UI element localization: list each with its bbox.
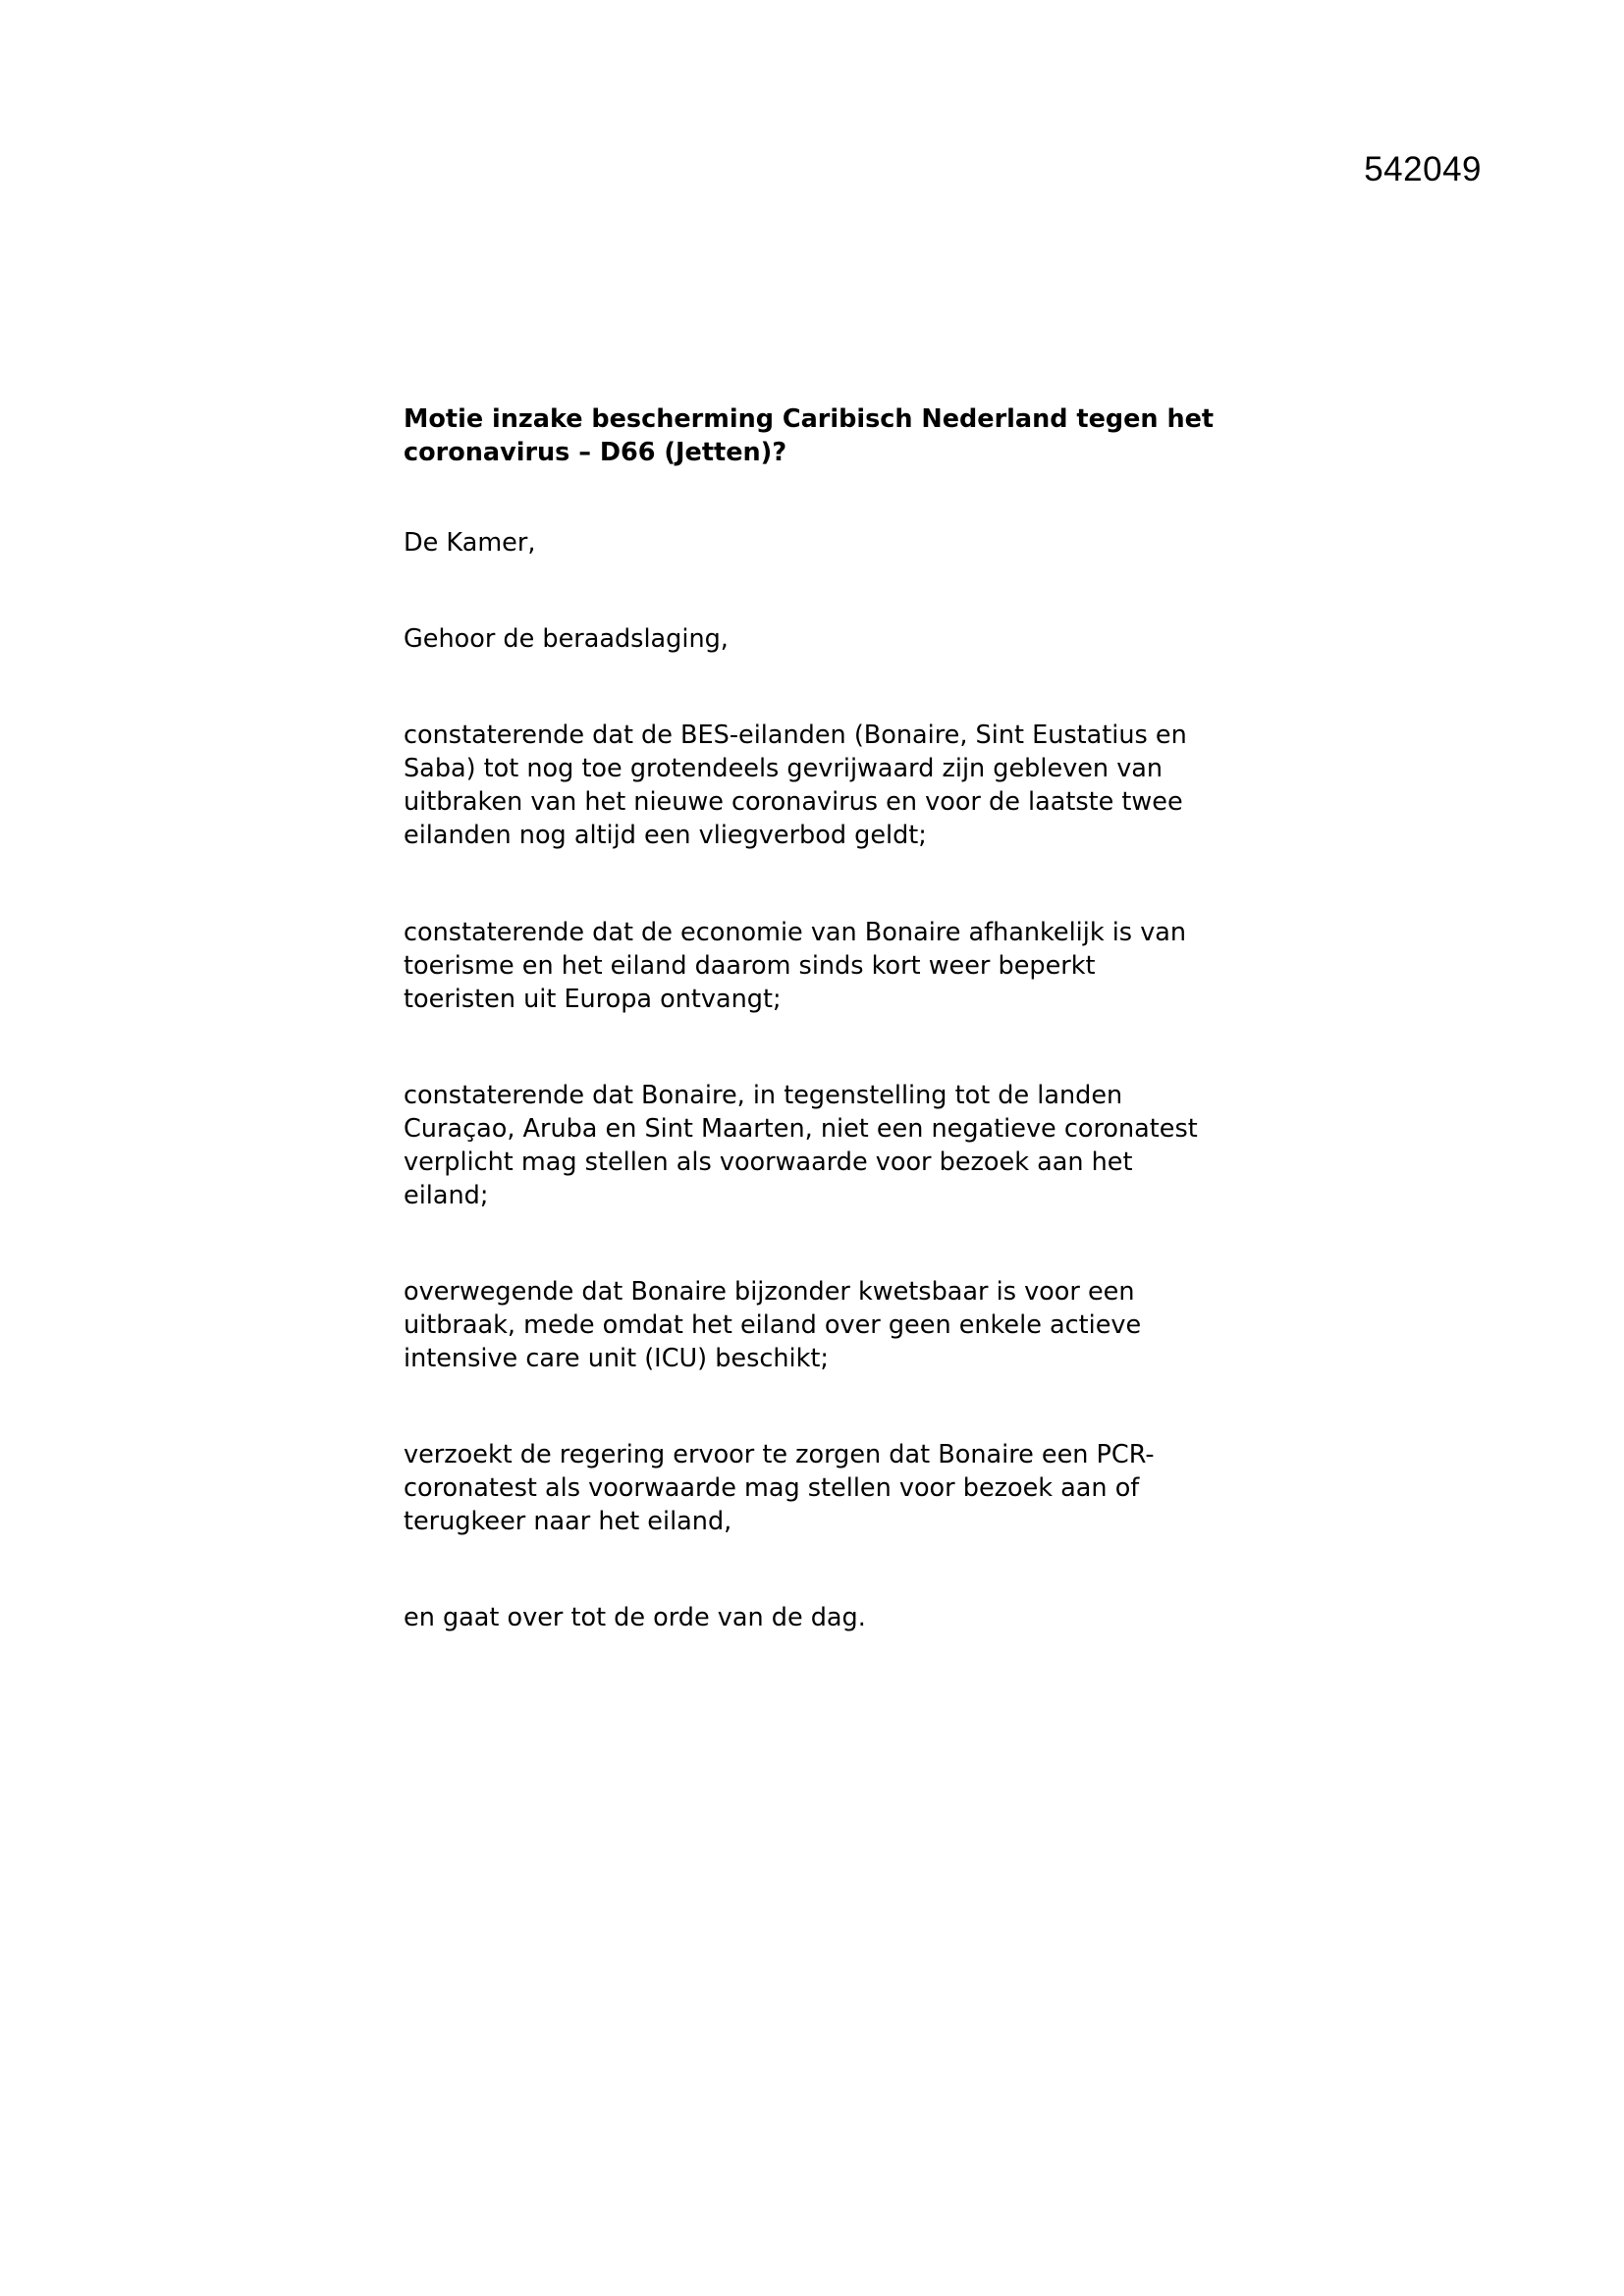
paragraph-line: uitbraken van het nieuwe coronavirus en voor de laatste twee — [404, 787, 1183, 817]
paragraph-line: intensive care unit (ICU) beschikt; — [404, 1344, 830, 1373]
consideration-paragraph-1 — [404, 719, 1248, 852]
salutation — [404, 526, 1248, 560]
paragraph-line: coronatest als voorwaarde mag stellen voor bezoek aan of — [404, 1473, 1140, 1503]
heard-deliberation — [404, 622, 1248, 656]
paragraph-line: constaterende dat de BES-eilanden (Bonaire, Sint Eustatius en — [404, 721, 1187, 750]
paragraph-line: uitbraak, mede omdat het eiland over geen enkele actieve — [404, 1310, 1142, 1340]
paragraph-line: Saba) tot nog toe grotendeels gevrijwaard zijn gebleven van — [404, 754, 1164, 783]
closing-statement — [404, 1601, 1248, 1634]
request-paragraph — [404, 1438, 1248, 1538]
paragraph-line: verzoekt de regering ervoor te zorgen dat Bonaire een PCR- — [404, 1440, 1155, 1469]
consideration-paragraph-4 — [404, 1275, 1248, 1375]
paragraph-line: constaterende dat de economie van Bonaire afhankelijk is van — [404, 918, 1187, 947]
document-number: 542049 — [1364, 150, 1482, 188]
paragraph-line: overwegende dat Bonaire bijzonder kwetsbaar is voor een — [404, 1277, 1135, 1307]
consideration-paragraph-3 — [404, 1079, 1248, 1212]
title-line: Motie inzake bescherming Caribisch Nederland tegen het — [404, 404, 1215, 434]
salutation-text: De Kamer, — [404, 528, 536, 558]
paragraph-line: terugkeer naar het eiland, — [404, 1507, 732, 1536]
consideration-paragraph-2 — [404, 916, 1248, 1016]
heard-deliberation-text: Gehoor de beraadslaging, — [404, 624, 729, 654]
paragraph-line: verplicht mag stellen als voorwaarde voor bezoek aan het — [404, 1148, 1133, 1177]
paragraph-line: constaterende dat Bonaire, in tegenstelling tot de landen — [404, 1081, 1123, 1110]
closing-text: en gaat over tot de orde van de dag. — [404, 1603, 866, 1632]
paragraph-line: Curaçao, Aruba en Sint Maarten, niet een negatieve coronatest — [404, 1114, 1198, 1144]
paragraph-line: eilanden nog altijd een vliegverbod geldt; — [404, 821, 927, 850]
motion-body — [404, 402, 1248, 1634]
motion-title — [404, 402, 1248, 469]
paragraph-line: toeristen uit Europa ontvangt; — [404, 985, 782, 1014]
paragraph-line: eiland; — [404, 1181, 489, 1210]
paragraph-line: toerisme en het eiland daarom sinds kort weer beperkt — [404, 951, 1096, 981]
title-line: coronavirus – D66 (Jetten)? — [404, 438, 787, 467]
